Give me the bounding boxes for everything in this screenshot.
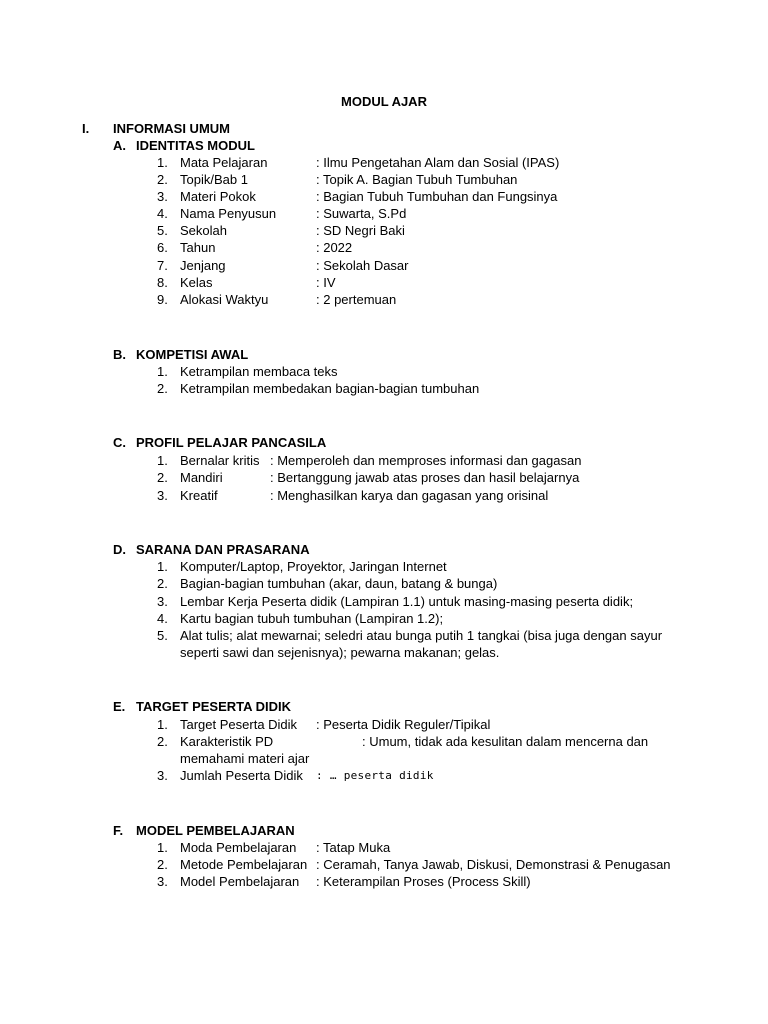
list-item-value: : IV [316, 275, 336, 290]
list-item-label: Mata Pelajaran [180, 155, 268, 170]
list-item-label: Mandiri [180, 470, 223, 485]
list-item-text: Komputer/Laptop, Proyektor, Jaringan Internet [180, 559, 447, 574]
section-heading-f: MODEL PEMBELAJARAN [136, 823, 295, 838]
list-item-value: : Ceramah, Tanya Jawab, Diskusi, Demonstrasi & Penugasan [316, 857, 671, 872]
list-item-number: 9. [157, 292, 168, 307]
list-item-label: Materi Pokok [180, 189, 256, 204]
list-item-value: : Topik A. Bagian Tubuh Tumbuhan [316, 172, 518, 187]
section-letter-e: E. [113, 699, 126, 714]
list-item-value: : Memperoleh dan memproses informasi dan gagasan [270, 453, 582, 468]
list-item-label: Sekolah [180, 223, 227, 238]
list-item-number: 4. [157, 611, 168, 626]
list-item-value: : Suwarta, S.Pd [316, 206, 407, 221]
list-item-number: 1. [157, 453, 168, 468]
list-item-value: : Umum, tidak ada kesulitan dalam mencerna dan [362, 734, 649, 749]
list-item-number: 1. [157, 717, 168, 732]
list-item-value: : Bertanggung jawab atas proses dan hasil belajarnya [270, 470, 580, 485]
section-letter-b: B. [113, 347, 126, 362]
list-item-text: Ketrampilan membedakan bagian-bagian tumbuhan [180, 381, 480, 396]
list-item-text: Alat tulis; alat mewarnai; seledri atau bunga putih 1 tangkai (bisa juga dengan sayur [180, 628, 663, 643]
list-item-number: 3. [157, 189, 168, 204]
list-item-label: Tahun [180, 240, 216, 255]
list-item-label: Alokasi Waktyu [180, 292, 269, 307]
list-item-value: : Keterampilan Proses (Process Skill) [316, 874, 531, 889]
list-item-text: Bagian-bagian tumbuhan (akar, daun, batang & bunga) [180, 576, 498, 591]
section-letter-f: F. [113, 823, 124, 838]
list-item-value: : Tatap Muka [316, 840, 391, 855]
list-item-value-continued: memahami materi ajar [180, 751, 310, 766]
part-heading: INFORMASI UMUM [113, 121, 230, 136]
list-item-number: 6. [157, 240, 168, 255]
section-heading-d: SARANA DAN PRASARANA [136, 542, 310, 557]
list-item-number: 1. [157, 559, 168, 574]
list-item-label: Nama Penyusun [180, 206, 277, 221]
section-letter-c: C. [113, 435, 126, 450]
list-item-label: Moda Pembelajaran [180, 840, 297, 855]
list-item-number: 2. [157, 734, 168, 749]
list-item-number: 5. [157, 223, 168, 238]
list-item-number: 2. [157, 381, 168, 396]
section-letter-a: A. [113, 138, 126, 153]
list-item-number: 3. [157, 768, 168, 783]
list-item-text: Lembar Kerja Peserta didik (Lampiran 1.1) untuk masing-masing peserta didik; [180, 594, 634, 609]
list-item-label: Karakteristik PD [180, 734, 274, 749]
list-item-value: : Sekolah Dasar [316, 258, 409, 273]
section-heading-b: KOMPETISI AWAL [136, 347, 249, 362]
list-item-label: Kreatif [180, 488, 218, 503]
list-item-number: 3. [157, 594, 168, 609]
list-item-label: Target Peserta Didik [180, 717, 298, 732]
list-item-label: Jenjang [180, 258, 226, 273]
list-item-number: 3. [157, 488, 168, 503]
part-numeral: I. [82, 121, 90, 136]
list-item-label: Model Pembelajaran [180, 874, 300, 889]
list-item-number: 5. [157, 628, 168, 643]
list-item-number: 2. [157, 857, 168, 872]
section-letter-d: D. [113, 542, 126, 557]
list-item-number: 1. [157, 840, 168, 855]
list-item-number: 8. [157, 275, 168, 290]
list-item-number: 4. [157, 206, 168, 221]
list-item-label: Topik/Bab 1 [180, 172, 248, 187]
list-item-label: Jumlah Peserta Didik [180, 768, 303, 783]
list-item-number: 2. [157, 172, 168, 187]
list-item-text: Ketrampilan membaca teks [180, 364, 338, 379]
list-item-value: : 2022 [316, 240, 353, 255]
list-item-text-continued: seperti sawi dan sejenisnya); pewarna makanan; gelas. [180, 645, 500, 660]
document-title: MODUL AJAR [341, 94, 427, 109]
list-item-value: : Bagian Tubuh Tumbuhan dan Fungsinya [316, 189, 558, 204]
list-item-number: 1. [157, 155, 168, 170]
list-item-number: 2. [157, 470, 168, 485]
list-item-value: : SD Negri Baki [316, 223, 405, 238]
list-item-value: : Menghasilkan karya dan gagasan yang orisinal [270, 488, 549, 503]
list-item-number: 3. [157, 874, 168, 889]
section-heading-e: TARGET PESERTA DIDIK [136, 699, 292, 714]
list-item-value: : … peserta didik [316, 769, 434, 782]
list-item-value: : 2 pertemuan [316, 292, 397, 307]
list-item-label: Kelas [180, 275, 213, 290]
list-item-label: Bernalar kritis [180, 453, 260, 468]
list-item-text: Kartu bagian tubuh tumbuhan (Lampiran 1.2); [180, 611, 444, 626]
section-heading-c: PROFIL PELAJAR PANCASILA [136, 435, 327, 450]
list-item-number: 2. [157, 576, 168, 591]
list-item-value: : Ilmu Pengetahan Alam dan Sosial (IPAS) [316, 155, 560, 170]
list-item-label: Metode Pembelajaran [180, 857, 308, 872]
section-heading-a: IDENTITAS MODUL [136, 138, 255, 153]
list-item-number: 7. [157, 258, 168, 273]
list-item-value: : Peserta Didik Reguler/Tipikal [316, 717, 491, 732]
list-item-number: 1. [157, 364, 168, 379]
